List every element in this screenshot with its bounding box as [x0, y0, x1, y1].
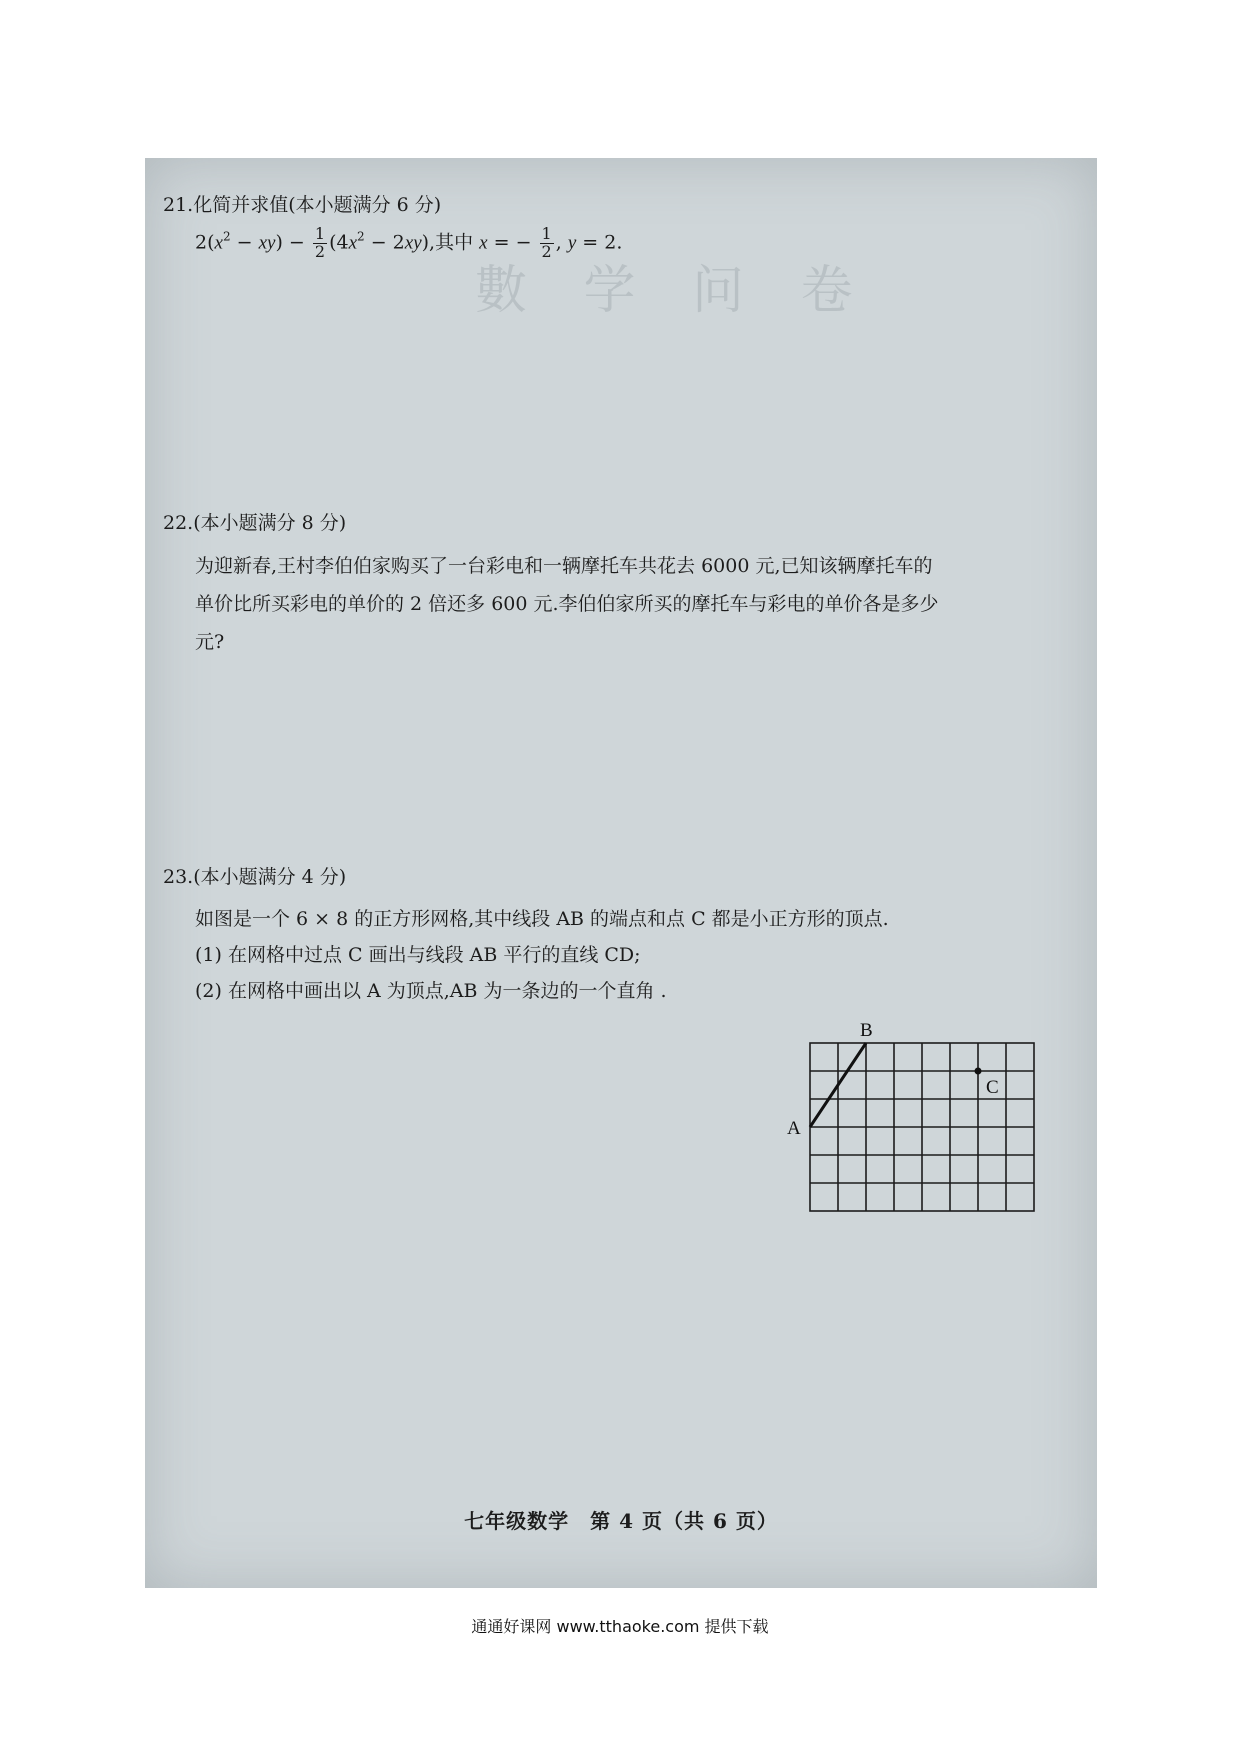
question-21-title	[163, 196, 441, 215]
question-22-title	[163, 514, 346, 533]
page-footer: 七年级数学 第 4 页（共 6 页）	[464, 1509, 778, 1533]
label-c: C	[986, 1077, 999, 1098]
bleed-through-title: 數 学 问 卷	[475, 261, 873, 321]
question-23-line-2: (1) 在网格中过点 C 画出与线段 AB 平行的直线 CD;	[195, 944, 641, 966]
point-c	[975, 1068, 982, 1075]
question-22-heading: (本小题满分 8 分)	[193, 512, 347, 534]
grid-lines	[810, 1043, 1034, 1211]
label-b: B	[860, 1020, 873, 1041]
question-23-number: 23.	[163, 866, 194, 888]
fraction-one-half: $\frac{1}{2}$	[314, 224, 326, 261]
question-23-line-1: 如图是一个 6 × 8 的正方形网格,其中线段 AB 的端点和点 C 都是小正方形的顶点.	[195, 908, 889, 930]
question-22-line-2: 单价比所买彩电的单价的 2 倍还多 600 元.李伯伯家所买的摩托车与彩电的单价各是多少	[195, 593, 939, 615]
question-21-number: 21.	[163, 194, 194, 216]
site-footer: 通通好课网 www.tthaoke.com 提供下载	[471, 1617, 769, 1636]
question-23-grid-figure	[775, 1018, 1075, 1218]
question-22-number: 22.	[163, 512, 194, 534]
question-21-heading: 化简并求值(本小题满分 6 分)	[193, 194, 442, 216]
question-23-line-3: (2) 在网格中画出以 A 为顶点,AB 为一条边的一个直角 .	[195, 980, 667, 1002]
question-23-heading: (本小题满分 4 分)	[193, 866, 347, 888]
question-23-title	[163, 868, 346, 887]
question-21-expression: $2(x^2 - xy)$ − $\frac{1}{2}$ $(4x^2 - 2xy)$,其中 x = − $\frac{1}{2}$ , y = 2.	[195, 224, 623, 261]
question-22-line-3: 元?	[195, 631, 225, 653]
label-a: A	[787, 1118, 801, 1139]
question-22-line-1: 为迎新春,王村李伯伯家购买了一台彩电和一辆摩托车共花去 6000 元,已知该辆摩托车的	[195, 555, 933, 577]
scanned-exam-page	[145, 158, 1097, 1588]
fraction-one-half-condition: $\frac{1}{2}$	[541, 224, 552, 261]
